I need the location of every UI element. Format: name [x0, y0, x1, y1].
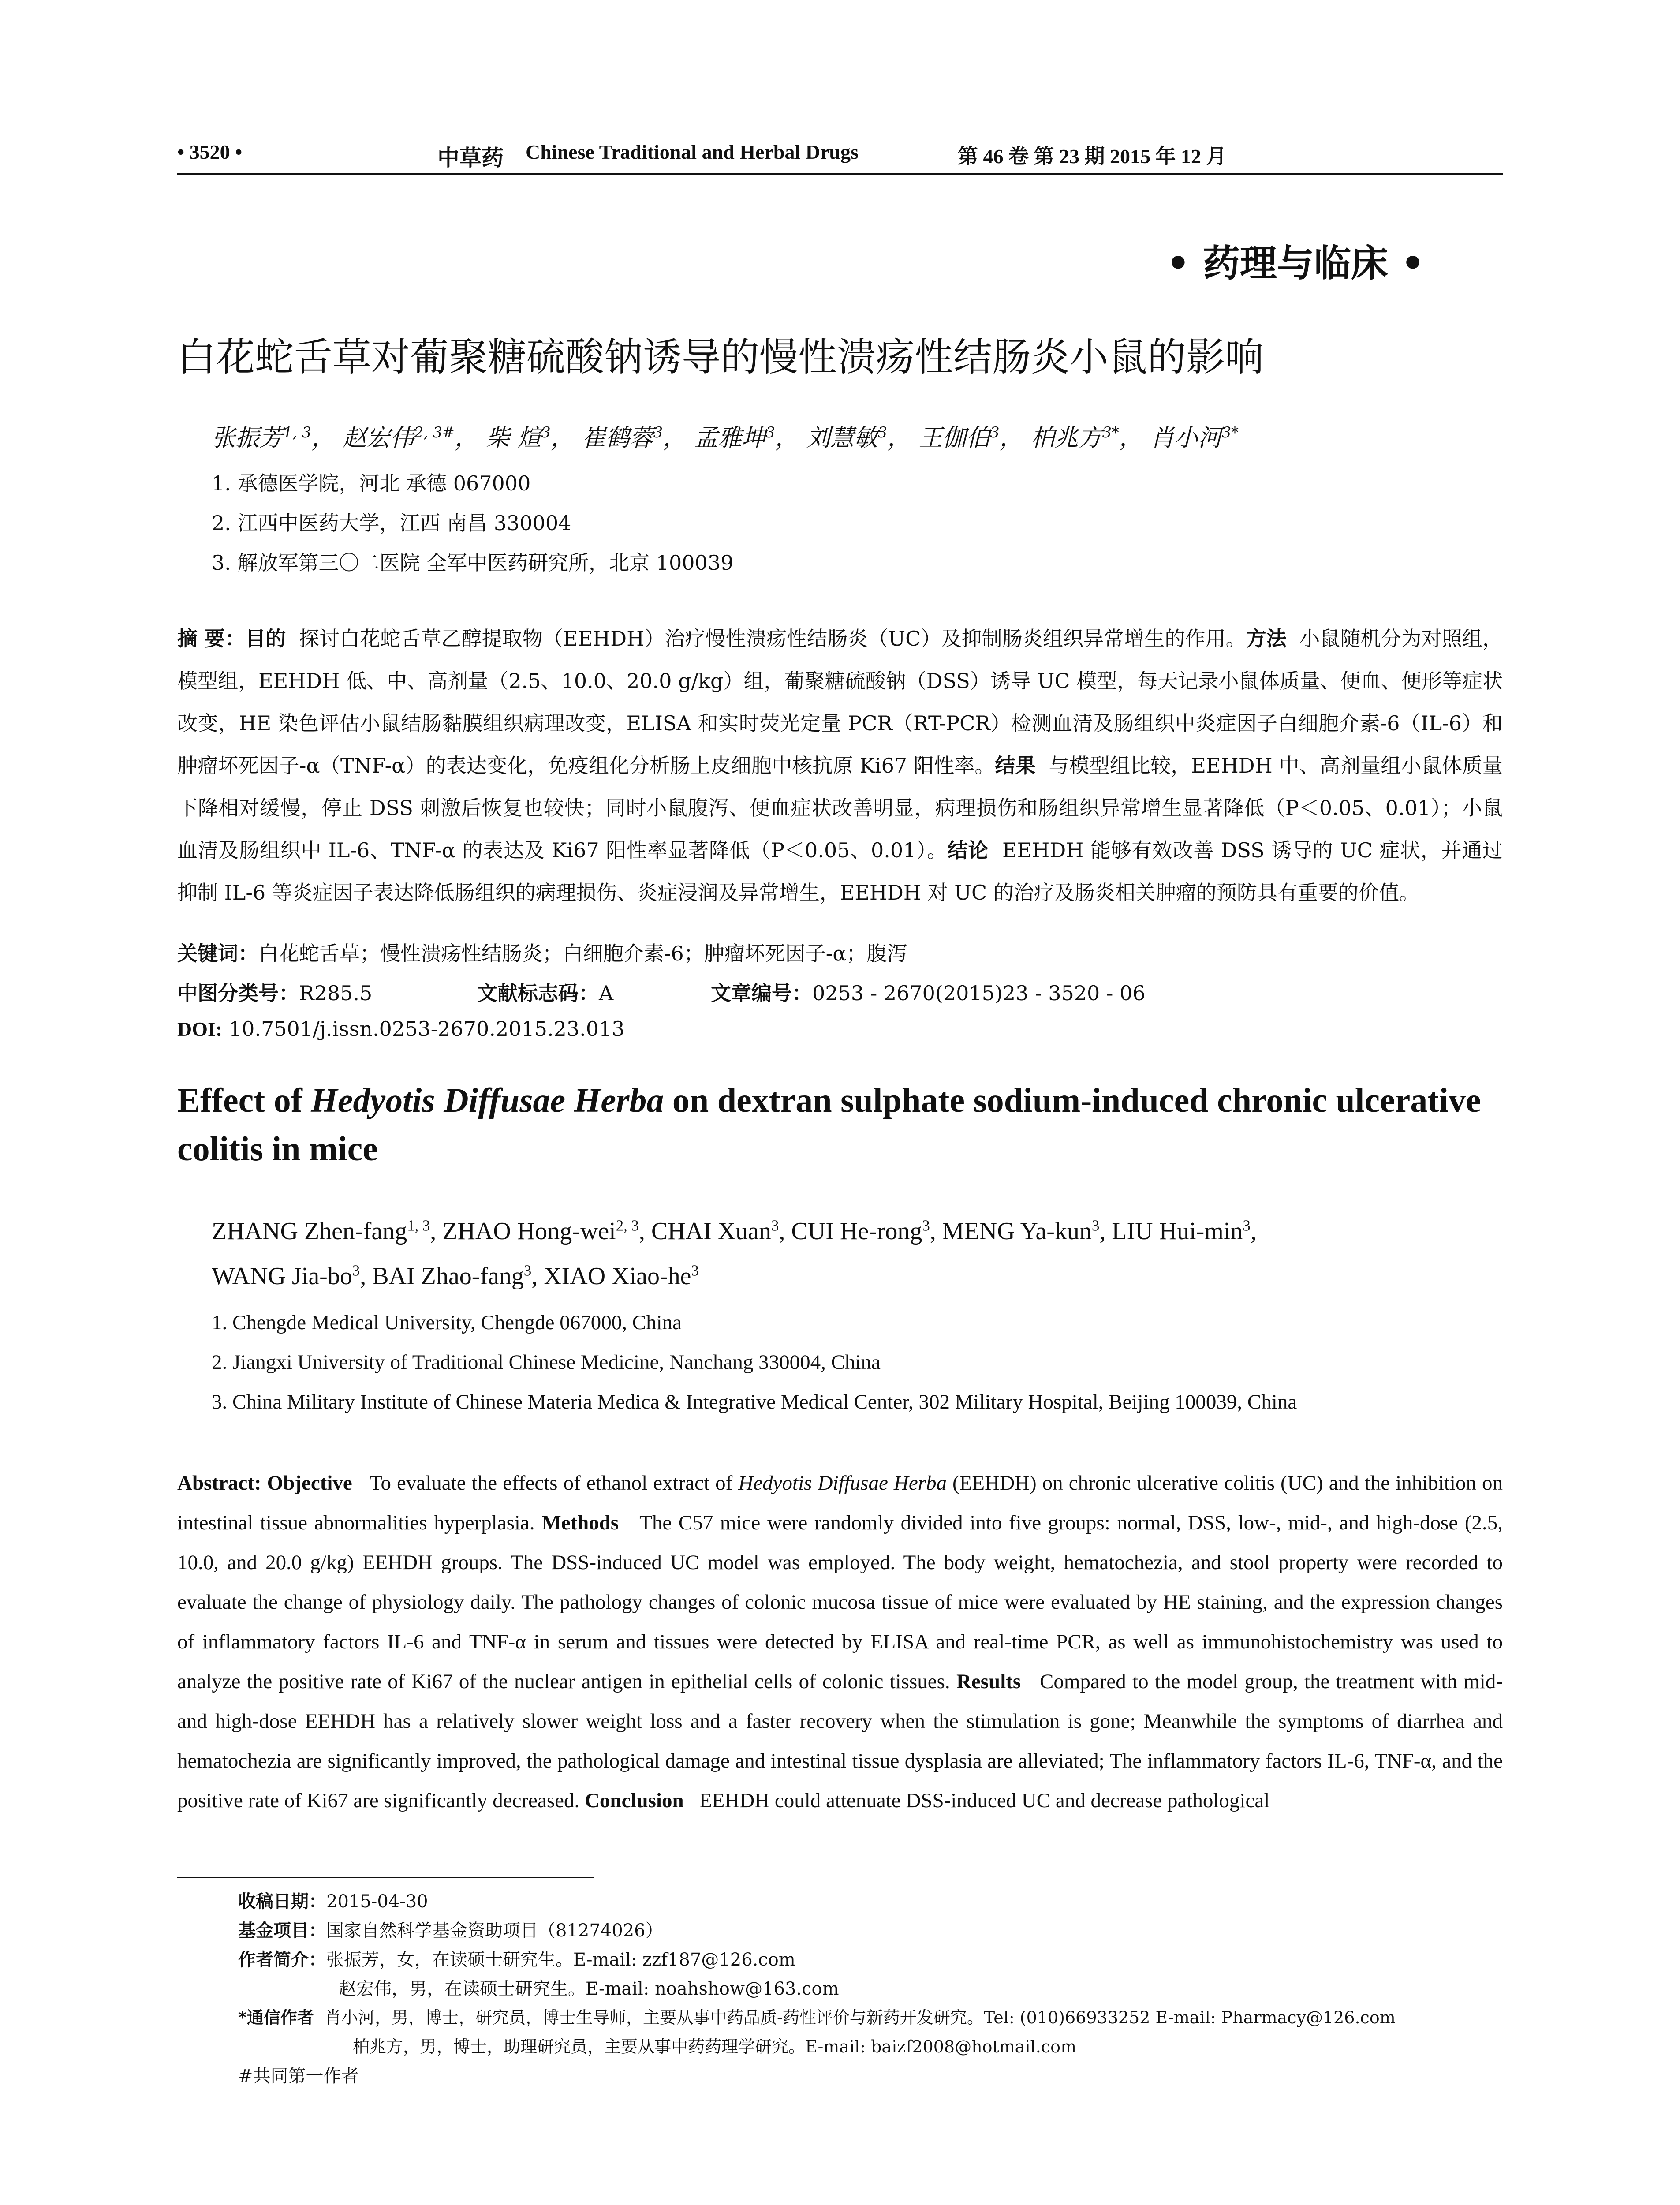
affiliation-cn-3: 3. 解放军第三〇二医院 全军中医药研究所，北京 100039 — [212, 551, 734, 575]
title-en: Effect of Hedyotis Diffusae Herba on dextran sulphate sodium-induced chronic ulcerative colitis in mice — [177, 1081, 1481, 1168]
author-cn: 孟雅坤$^3$ — [694, 424, 775, 452]
conclusion-text: EEHDH 能够有效改善 DSS 诱导的 UC 症状，并通过抑制 IL-6 等炎症因子表达降低肠组织的病理损伤、炎症浸润及异常增生，EEHDH 对 UC 的治疗及肠炎相关肿瘤的预防具有重要的价值。 — [177, 838, 1503, 904]
author-cn: 柏兆方$^{3*}$ — [1030, 424, 1119, 452]
footnote-corresponding-2: 柏兆方，男，博士，助理研究员，主要从事中药药理学研究。E-mail: baizf2008@hotmail.com — [353, 2037, 1076, 2056]
results-en-label: Results — [956, 1670, 1021, 1693]
authors-en-line-1: ZHANG Zhen-fang$^{1, 3}$, ZHAO Hong-wei$^{2, 3}$, CHAI Xuan$^3$, CUI He-rong$^3$, MENG Ya-kun$^3$, LIU Hui-$\min^3$, — [212, 1217, 1257, 1245]
author-cn: 刘慧敏$^3$ — [806, 424, 888, 452]
journal-name-en: Chinese Traditional and Herbal Drugs — [526, 141, 859, 163]
author-cn: 张振芳$^{1, 3}$ — [212, 424, 311, 452]
conclusion-en-label: Conclusion — [584, 1789, 684, 1812]
author-en: ZHAO Hong-wei$^{2, 3}$ — [442, 1217, 639, 1245]
affiliation-cn-2: 2. 江西中医药大学，江西 南昌 330004 — [212, 511, 571, 535]
footnote-received: 收稿日期：2015-04-30 — [238, 1891, 428, 1912]
author-en: BAI Zhao-fang$^3$ — [372, 1262, 532, 1290]
author-cn: 崔鹤蓉$^3$ — [582, 424, 663, 452]
authors-cn: 张振芳$^{1, 3}$， 赵宏伟$^{2, 3\#}$， 柴 煊$^3$， 崔鹤蓉$^3$， 孟雅坤$^3$， 刘慧敏$^3$， 王伽伯$^3$， 柏兆方$^{3*}$， 肖小河$^{3*}$ — [212, 424, 1239, 452]
section-tag: • 药理与临床 • — [1166, 242, 1425, 285]
keywords-cn: 关键词：白花蛇舌草；慢性溃疡性结肠炎；白细胞介素-6；肿瘤坏死因子-α；腹泻 — [177, 942, 907, 965]
abstract-en: Abstract: Objective To evaluate the effects of ethanol extract of Hedyotis Diffusae Herba (EEHDH) on chronic ulcerative colitis (UC) and the inhibition on intestinal tissue abnormalities hyperplasia. Methods The C57 mice were randomly divided into five groups: normal, DSS, low-, mid-, and high-dose (2.5, 10.0, and 20.0 g/kg) EEHDH groups. The DSS-induced UC model was employed. The body weight, hematochezia, and stool property were recorded to evaluate the change of physiology daily. The pathology changes of colonic mucosa tissue of mice were evaluated by HE staining, and the expression changes of inflammatory factors IL-6 and TNF-α in serum and tissues were detected by ELISA and real-time PCR, as well as immunohistochemistry was used to analyze the positive rate of Ki67 of the nuclear antigen in epithelial cells of colonic tissues. Results Compared to the model group, the treatment with mid- and high-dose EEHDH has a relatively slower weight loss and a faster recovery when the stimulation is gone; Meanwhile the symptoms of diarrhea and hematochezia are significantly improved, the pathological damage and intestinal tissue dysplasia are alleviated; The inflammatory factors IL-6, TNF-α, and the positive rate of Ki67 are significantly decreased. Conclusion EEHDH could attenuate DSS-induced UC and decrease pathological — [177, 1472, 1503, 1812]
author-cn: 王伽伯$^3$ — [918, 424, 1000, 452]
journal-name-cn: 中草药 — [437, 145, 504, 171]
methods-en-label: Methods — [541, 1511, 619, 1534]
page-number: • 3520 • — [177, 141, 243, 163]
conclusion-label: 结论 — [947, 838, 989, 862]
footnote-co-first: #共同第一作者 — [238, 2066, 359, 2086]
author-cn: 肖小河$^{3*}$ — [1150, 424, 1239, 452]
affiliation-en-2: 2. Jiangxi University of Traditional Chinese Medicine, Nanchang 330004, China — [212, 1351, 881, 1374]
footnote-fund: 基金项目：国家自然科学基金资助项目（81274026） — [238, 1921, 663, 1941]
methods-label: 方法 — [1246, 627, 1287, 650]
abstract-cn — [177, 617, 1503, 914]
title-cn: 白花蛇舌草对葡聚糖硫酸钠诱导的慢性溃疡性结肠炎小鼠的影响 — [177, 334, 1264, 380]
author-en: CUI He-rong$^3$ — [791, 1217, 930, 1245]
objective-en-label: Objective — [267, 1472, 352, 1495]
abstract-en-label: Abstract: — [177, 1472, 261, 1495]
footnote-bio: 作者简介：张振芳，女，在读硕士研究生。E-mail: zzf187@126.com — [238, 1950, 795, 1970]
footnote-bio-2: 赵宏伟，男，在读硕士研究生。E-mail: noahshow@163.com — [339, 1979, 839, 1999]
author-en: LIU Hui-$\min^3$ — [1112, 1217, 1251, 1245]
footnote-corresponding: *通信作者 肖小河，男，博士，研究员，博士生导师，主要从事中药品质-药性评价与新药开发研究。Tel: (010)66933252 E-mail: Pharmacy@126.com — [238, 2008, 1396, 2027]
results-label: 结果 — [995, 754, 1036, 777]
issue-info: 第 46 卷 第 23 期 2015 年 12 月 — [958, 145, 1227, 168]
author-en: ZHANG Zhen-fang$^{1, 3}$ — [212, 1217, 430, 1245]
author-en: MENG Ya-kun$^3$ — [942, 1217, 1100, 1245]
abstract-cn-label: 摘 要： — [177, 627, 246, 650]
authors-en-line-2: WANG Jia-$bo^3$, BAI Zhao-fang$^3$, XIAO Xiao-$he^3$ — [212, 1262, 699, 1290]
author-en: XIAO Xiao-$he^3$ — [544, 1262, 699, 1290]
author-cn: 柴 煊$^3$ — [486, 424, 551, 452]
doi: DOI: 10.7501/j.issn.0253-2670.2015.23.013 — [177, 1017, 625, 1041]
affiliation-en-1: 1. Chengde Medical University, Chengde 067000, China — [212, 1311, 682, 1334]
author-en: CHAI Xuan$^3$ — [651, 1217, 779, 1245]
affiliation-en-3: 3. China Military Institute of Chinese Materia Medica & Integrative Medical Center, 302 Military Hospital, Beijing 100039, China — [212, 1390, 1297, 1413]
author-cn: 赵宏伟$^{2, 3\#}$ — [343, 424, 455, 452]
header-rule — [177, 173, 1503, 175]
methods-text: 小鼠随机分为对照组，模型组，EEHDH 低、中、高剂量（2.5、10.0、20.0 g/kg）组，葡聚糖硫酸钠（DSS）诱导 UC 模型，每天记录小鼠体质量、便血、便形等症状改变，HE 染色评估小鼠结肠黏膜组织病理改变，ELISA 和实时荧光定量 PCR（RT-PCR）检测血清及肠组织中炎症因子白细胞介素-6（IL-6）和肿瘤坏死因子-α（TNF-α）的表达变化，免疫组化分析肠上皮细胞中核抗原 Ki67 阳性率。 — [177, 627, 1503, 777]
author-en: WANG Jia-$bo^3$ — [212, 1262, 360, 1290]
affiliation-cn-1: 1. 承德医学院，河北 承德 067000 — [212, 471, 531, 495]
objective-label: 目的 — [245, 627, 286, 650]
objective-text: 探讨白花蛇舌草乙醇提取物（EEHDH）治疗慢性溃疡性结肠炎（UC）及抑制肠炎组织异常增生的作用。 — [299, 627, 1246, 650]
footnote-rule — [177, 1877, 594, 1878]
results-text: 与模型组比较，EEHDH 中、高剂量组小鼠体质量下降相对缓慢，停止 DSS 刺激后恢复也较快；同时小鼠腹泻、便血症状改善明显，病理损伤和肠组织异常增生显著降低（P＜0.05、0.01）；小鼠血清及肠组织中 IL-6、TNF-α 的表达及 Ki67 阳性率显著降低（P＜0.05、0.01）。 — [177, 754, 1503, 862]
